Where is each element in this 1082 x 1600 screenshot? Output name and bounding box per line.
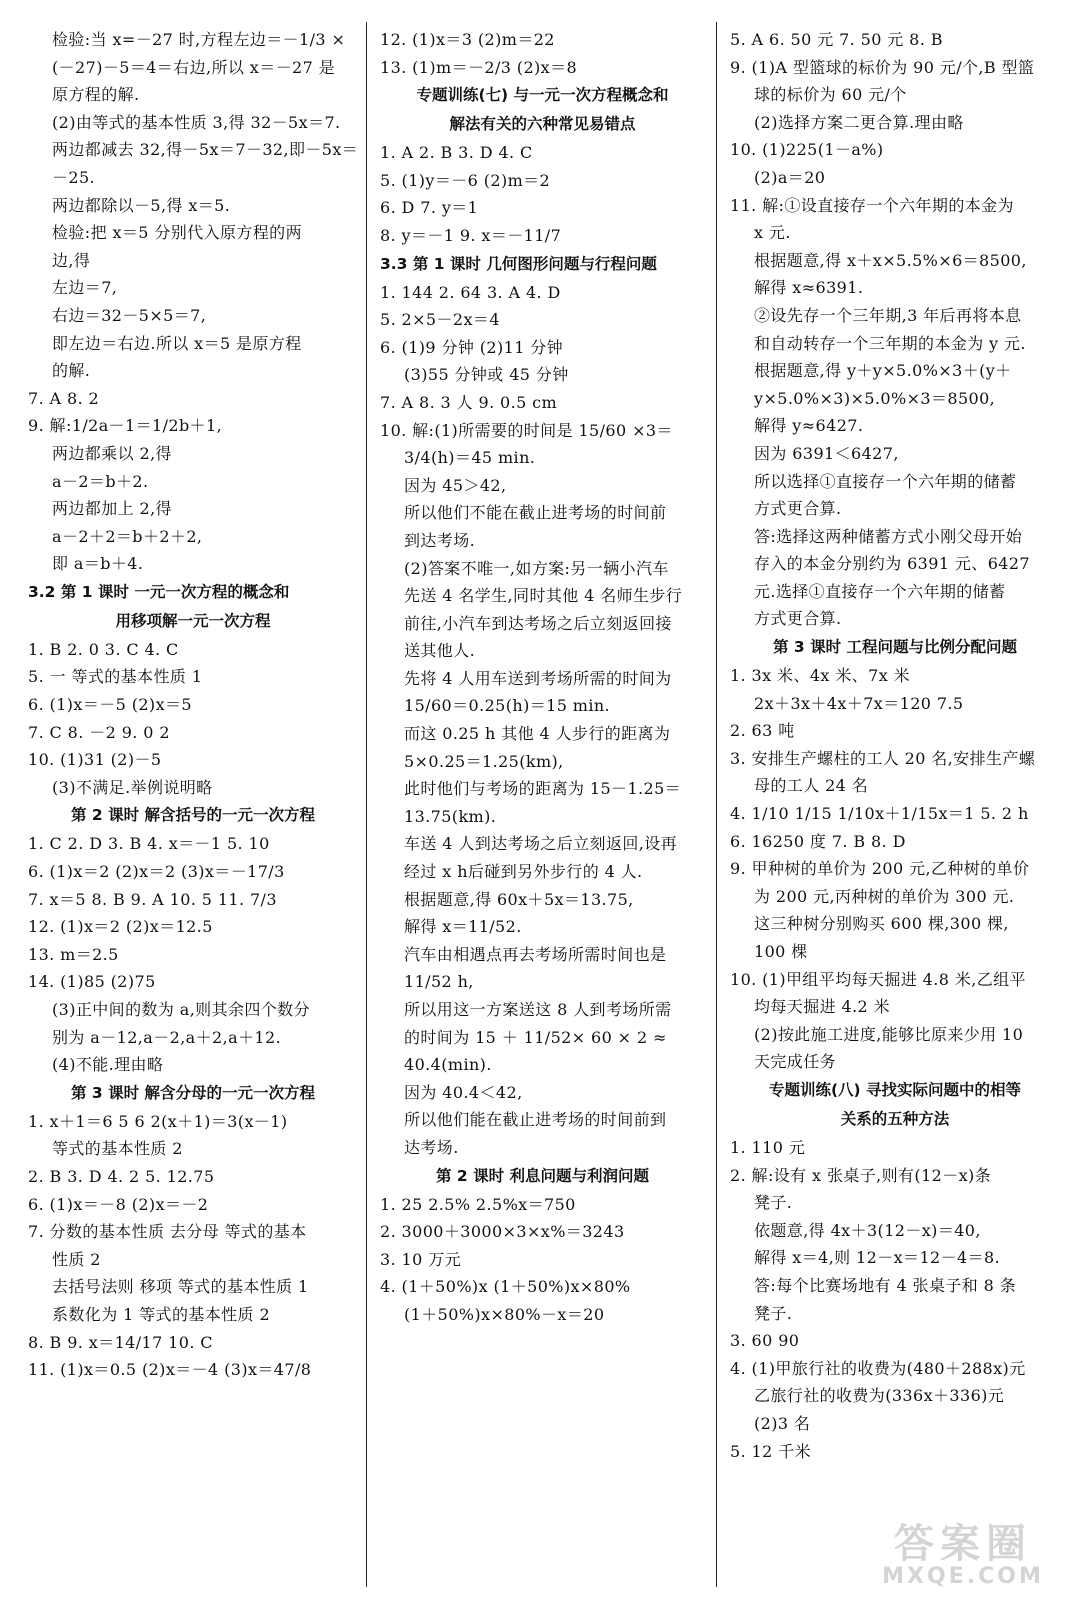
answer-line: 边,得	[52, 250, 91, 270]
answer-line: 前往,小汽车到达考场之后立刻返回接	[404, 613, 672, 633]
answer-line: 到达考场.	[404, 530, 476, 550]
answer-line: 经过 x h后碰到另外步行的 4 人.	[404, 862, 643, 882]
answer-line: 先将 4 人用车送到考场所需的时间为	[404, 668, 672, 688]
answer-line: 而这 0.25 h 其他 4 人步行的距离为	[404, 724, 671, 744]
answer-line: 方式更合算.	[754, 499, 842, 519]
answer-line: (1＋50%)x×80%－x＝20	[404, 1304, 605, 1324]
section-heading: 用移项解一元一次方程	[115, 611, 271, 630]
answer-line: ②设先存一个三年期,3 年后再将本息	[754, 305, 1022, 325]
answer-column-3	[730, 26, 1060, 1465]
answer-line: 7. C 8. －2 9. 0 2	[28, 722, 170, 742]
answer-line: (3)正中间的数为 a,则其余四个数分	[52, 1000, 310, 1019]
column-divider-2	[716, 22, 717, 1587]
answer-line: 13. m＝2.5	[28, 944, 119, 964]
answer-line: 7. A 8. 2	[28, 388, 100, 408]
answer-line: (－27)－5＝4＝右边,所以 x＝－27 是	[52, 57, 336, 77]
answer-line: 解得 x＝11/52.	[404, 917, 522, 937]
answer-line: 5. A 6. 50 元 7. 50 元 8. B	[730, 30, 943, 49]
answer-line: 13. (1)m＝－2/3 (2)x＝8	[380, 57, 578, 77]
answer-line: 两边都加上 2,得	[52, 499, 172, 519]
answer-line: 10. 解:(1)所需要的时间是 15/60 ×3＝	[380, 420, 673, 440]
watermark-url: MXQE.COM	[882, 1564, 1044, 1589]
answer-line: 5. (1)y＝－6 (2)m＝2	[380, 170, 551, 190]
answer-line: (4)不能.理由略	[52, 1055, 164, 1075]
answer-line: 6. 16250 度 7. B 8. D	[730, 831, 906, 851]
section-heading: 第 3 课时 工程问题与比例分配问题	[773, 638, 1017, 657]
answer-line: 7. 分数的基本性质 去分母 等式的基本	[28, 1222, 307, 1242]
answer-line: 依题意,得 4x＋3(12－x)＝40,	[754, 1220, 981, 1240]
section-heading: 关系的五种方法	[840, 1109, 950, 1128]
answer-line: 9. 解:1/2a－1＝1/2b＋1,	[28, 416, 223, 436]
answer-line: 2. 63 吨	[730, 721, 795, 741]
answer-line: 9. (1)A 型篮球的标价为 90 元/个,B 型篮	[730, 57, 1035, 77]
answer-line: 所以用这一方案送这 8 人到考场所需	[404, 1000, 672, 1019]
answer-line: 两边都除以－5,得 x＝5.	[52, 195, 231, 215]
answer-line: 天完成任务	[754, 1052, 837, 1072]
section-heading: 第 3 课时 解含分母的一元一次方程	[71, 1083, 315, 1102]
section-heading: 解法有关的六种常见易错点	[449, 115, 636, 134]
answer-line: 左边＝7,	[52, 278, 118, 298]
answer-line: 2x＋3x＋4x＋7x＝120 7.5	[754, 693, 964, 713]
section-heading: 专题训练(八) 寻找实际问题中的相等	[768, 1080, 1022, 1099]
answer-line: 两边都减去 32,得－5x＝7－32,即－5x＝	[52, 140, 359, 160]
answer-line: －25.	[52, 167, 96, 187]
answer-line: 元.选择①直接存一个六年期的储蓄	[754, 581, 1006, 601]
answer-line: 3. 60 90	[730, 1331, 800, 1351]
answer-line: 4. (1＋50%)x (1＋50%)x×80%	[380, 1277, 631, 1297]
answer-line: 解得 y≈6427.	[754, 416, 864, 436]
answer-line: 解得 x≈6391.	[754, 278, 864, 298]
watermark-logo	[858, 1522, 1068, 1592]
answer-column-2	[380, 26, 705, 1329]
answer-line: 乙旅行社的收费为(336x＋336)元	[754, 1386, 1005, 1406]
answer-line: (2)选择方案二更合算.理由略	[754, 112, 964, 132]
answer-line: 和自动转存一个三年期的本金为 y 元.	[754, 333, 1026, 353]
answer-line: 6. D 7. y＝1	[380, 198, 479, 218]
answer-line: 为 200 元,丙种树的单价为 300 元.	[754, 886, 1015, 906]
answer-line: 8. B 9. x＝14/17 10. C	[28, 1332, 213, 1352]
answer-line: 存入的本金分别约为 6391 元、6427	[754, 554, 1031, 574]
answer-line: a－2＝b＋2.	[52, 471, 149, 491]
answer-line: 方式更合算.	[754, 609, 842, 629]
section-heading: 第 2 课时 解含括号的一元一次方程	[71, 806, 315, 825]
answer-line: 所以选择①直接存一个六年期的储蓄	[754, 471, 1017, 491]
answer-line: 1. x＋1＝6 5 6 2(x＋1)＝3(x－1)	[28, 1111, 288, 1131]
section-heading: 第 2 课时 利息问题与利润问题	[436, 1166, 649, 1185]
answer-line: 先送 4 名学生,同时其他 4 名师生步行	[404, 586, 683, 606]
answer-line: a－2＋2＝b＋2＋2,	[52, 526, 203, 546]
answer-line: 的解.	[52, 361, 91, 381]
answer-line: 右边＝32－5×5＝7,	[52, 305, 207, 325]
answer-line: 检验:当 x=－27 时,方程左边＝－1/3 ×	[52, 30, 346, 49]
answer-line: 1. C 2. D 3. B 4. x＝－1 5. 10	[28, 834, 270, 854]
answer-line: 14. (1)85 (2)75	[28, 972, 156, 992]
answer-line: 10. (1)31 (2)－5	[28, 750, 162, 770]
answer-line: 13.75(km).	[404, 806, 497, 826]
answer-line: 9. 甲种树的单价为 200 元,乙种树的单价	[730, 859, 1030, 879]
answer-line: 即 a＝b＋4.	[52, 554, 144, 574]
answer-line: 系数化为 1 等式的基本性质 2	[52, 1304, 271, 1324]
answer-line: 1. 144 2. 64 3. A 4. D	[380, 282, 561, 302]
answer-line: 的时间为 15 ＋ 11/52× 60 × 2 ≈	[404, 1027, 667, 1047]
answer-line: (2)3 名	[754, 1413, 811, 1433]
answer-line: 因为 40.4＜42,	[404, 1082, 523, 1102]
answer-line: 11/52 h,	[404, 972, 474, 992]
answer-line: 11. (1)x＝0.5 (2)x＝－4 (3)x＝47/8	[28, 1360, 312, 1380]
answer-line: 根据题意,得 x＋x×5.5%×6＝8500,	[754, 250, 1027, 270]
answer-line: 凳子.	[754, 1193, 793, 1213]
answer-line: 12. (1)x＝2 (2)x＝12.5	[28, 917, 213, 937]
answer-line: 根据题意,得 y＋y×5.0%×3＋(y＋	[754, 361, 1012, 381]
answer-line: 1. 3x 米、4x 米、7x 米	[730, 666, 911, 686]
answer-line: 汽车由相遇点再去考场所需时间也是	[404, 944, 667, 964]
answer-line: 答:选择这两种储蓄方式小刚父母开始	[754, 526, 1023, 546]
answer-line: 所以他们不能在截止进考场的时间前	[404, 503, 667, 523]
answer-line: 8. y＝－1 9. x＝－11/7	[380, 225, 562, 245]
answer-line: 此时他们与考场的距离为 15－1.25＝	[404, 779, 682, 799]
answer-line: 10. (1)甲组平均每天掘进 4.8 米,乙组平	[730, 969, 1026, 989]
answer-line: 别为 a－12,a－2,a＋2,a＋12.	[52, 1027, 282, 1047]
answer-line: 母的工人 24 名	[754, 776, 869, 796]
answer-line: 因为 6391＜6427,	[754, 443, 899, 463]
answer-line: 4. (1)甲旅行社的收费为(480＋288x)元	[730, 1358, 1026, 1378]
answer-line: 车送 4 人到达考场之后立刻返回,设再	[404, 834, 678, 854]
answer-line: 均每天掘进 4.2 米	[754, 997, 891, 1017]
answer-line: 原方程的解.	[52, 85, 140, 105]
answer-line: 5. 2×5－2x＝4	[380, 310, 500, 330]
answer-line: 2. 解:设有 x 张桌子,则有(12－x)条	[730, 1165, 992, 1185]
answer-line: 去括号法则 移项 等式的基本性质 1	[52, 1277, 309, 1297]
answer-line: 12. (1)x＝3 (2)m＝22	[380, 30, 555, 49]
answer-line: 所以他们能在截止进考场的时间前到	[404, 1110, 667, 1130]
answer-line: 性质 2	[52, 1249, 101, 1269]
answer-line: 这三种树分别购买 600 棵,300 棵,	[754, 914, 1009, 934]
answer-line: (2)a＝20	[754, 167, 826, 187]
section-heading: 专题训练(七) 与一元一次方程概念和	[416, 86, 669, 105]
answer-line: 1. B 2. 0 3. C 4. C	[28, 639, 179, 659]
section-heading: 3.3 第 1 课时 几何图形问题与行程问题	[380, 254, 657, 273]
answer-line: 2. B 3. D 4. 2 5. 12.75	[28, 1166, 215, 1186]
answer-line: 6. (1)x＝－8 (2)x＝－2	[28, 1194, 209, 1214]
answer-line: (3)55 分钟或 45 分钟	[404, 365, 569, 385]
answer-line: 解得 x＝4,则 12－x＝12－4＝8.	[754, 1248, 1001, 1268]
watermark-text: 答案圈	[894, 1521, 1032, 1567]
answer-line: 检验:把 x＝5 分别代入原方程的两	[52, 223, 302, 243]
answer-line: 1. 25 2.5% 2.5%x＝750	[380, 1194, 576, 1214]
answer-line: 1. A 2. B 3. D 4. C	[380, 143, 533, 163]
answer-line: 3. 10 万元	[380, 1249, 461, 1269]
answer-column-1	[28, 26, 358, 1384]
answer-line: 5. 12 千米	[730, 1441, 811, 1461]
answer-line: 即左边＝右边.所以 x＝5 是原方程	[52, 333, 302, 353]
answer-line: 2. 3000＋3000×3×x%＝3243	[380, 1222, 625, 1242]
answer-line: 根据题意,得 60x＋5x＝13.75,	[404, 889, 634, 909]
answer-line: y×5.0%×3)×5.0%×3＝8500,	[754, 388, 996, 408]
answer-line: 5×0.25＝1.25(km),	[404, 751, 564, 771]
column-divider-1	[366, 22, 367, 1587]
answer-line: 11. 解:①设直接存一个六年期的本金为	[730, 195, 1014, 215]
answer-line: 答:每个比赛场地有 4 张桌子和 8 条	[754, 1275, 1017, 1295]
answer-line: 7. x＝5 8. B 9. A 10. 5 11. 7/3	[28, 889, 277, 909]
answer-line: 10. (1)225(1－a%)	[730, 140, 884, 160]
answer-line: (2)答案不唯一,如方案:另一辆小汽车	[404, 558, 669, 578]
answer-line: 6. (1)9 分钟 (2)11 分钟	[380, 337, 564, 357]
answer-line: 两边都乘以 2,得	[52, 443, 172, 463]
answer-line: 3. 安排生产螺柱的工人 20 名,安排生产螺	[730, 748, 1036, 768]
answer-line: 因为 45＞42,	[404, 475, 507, 495]
answer-line: (2)由等式的基本性质 3,得 32－5x＝7.	[52, 112, 341, 132]
answer-line: 达考场.	[404, 1137, 459, 1157]
answer-line: (3)不满足.举例说明略	[52, 777, 213, 797]
answer-line: x 元.	[754, 223, 791, 243]
answer-line: 5. 一 等式的基本性质 1	[28, 667, 203, 687]
answer-line: 40.4(min).	[404, 1055, 492, 1075]
answer-line: 球的标价为 60 元/个	[754, 85, 907, 105]
answer-line: 100 棵	[754, 942, 808, 961]
answer-line: 6. (1)x＝－5 (2)x＝5	[28, 695, 192, 715]
answer-line: 4. 1/10 1/15 1/10x＋1/15x＝1 5. 2 h	[730, 804, 1029, 824]
answer-line: 3/4(h)＝45 min.	[404, 448, 536, 468]
answer-line: 凳子.	[754, 1303, 793, 1323]
answer-line: 15/60＝0.25(h)＝15 min.	[404, 696, 611, 716]
answer-line: 1. 110 元	[730, 1137, 806, 1157]
answer-line: 6. (1)x＝2 (2)x＝2 (3)x＝－17/3	[28, 862, 285, 882]
answer-line: (2)按此施工进度,能够比原来少用 10	[754, 1024, 1024, 1044]
section-heading: 3.2 第 1 课时 一元一次方程的概念和	[28, 582, 290, 601]
answer-line: 7. A 8. 3 人 9. 0.5 cm	[380, 392, 558, 412]
answer-line: 等式的基本性质 2	[52, 1139, 183, 1159]
answer-line: 送其他人.	[404, 641, 476, 661]
